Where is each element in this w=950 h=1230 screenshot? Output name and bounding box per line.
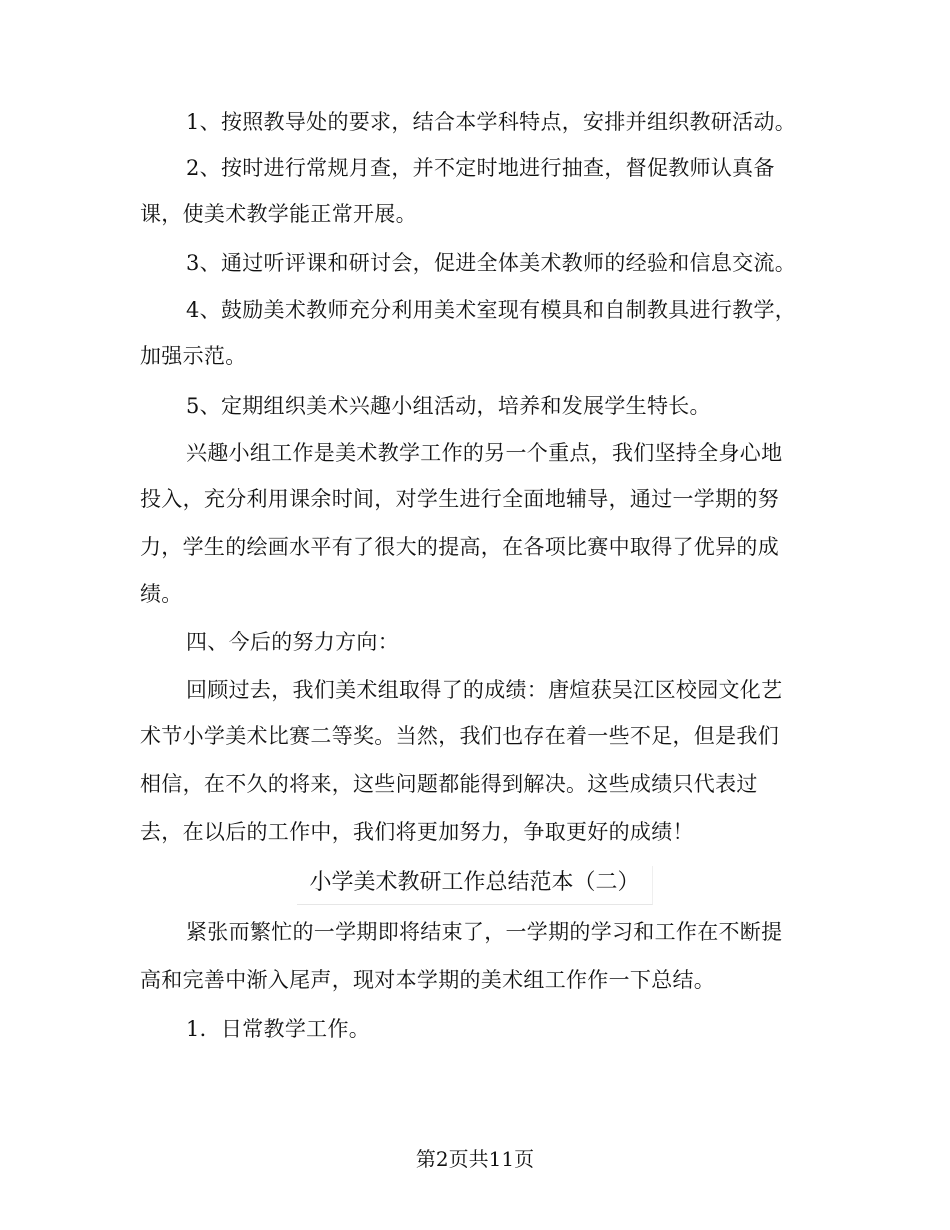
paragraph-line: 回顾过去，我们美术组取得了的成绩：唐煊获吴江区校园文化艺 bbox=[186, 678, 783, 702]
section-heading: 四、今后的努力方向： bbox=[186, 630, 399, 654]
paragraph-line: 相信，在不久的将来，这些问题都能得到解决。这些成绩只代表过 bbox=[140, 772, 758, 796]
document-title bbox=[0, 866, 950, 905]
paragraph-line: 4、鼓励美术教师充分利用美术室现有模具和自制教具进行教学， bbox=[186, 298, 797, 322]
paragraph-line: 紧张而繁忙的一学期即将结束了，一学期的学习和工作在不断提 bbox=[186, 920, 783, 944]
document-title-text: 小学美术教研工作总结范本（二） bbox=[297, 866, 652, 905]
paragraph-line: 3、通过听评课和研讨会，促进全体美术教师的经验和信息交流。 bbox=[186, 251, 797, 275]
paragraph-line: 投入，充分利用课余时间，对学生进行全面地辅导，通过一学期的努 bbox=[140, 487, 779, 511]
page-number: 第2页共11页 bbox=[415, 1147, 535, 1171]
paragraph-line: 5、定期组织美术兴趣小组活动，培养和发展学生特长。 bbox=[186, 394, 711, 418]
paragraph-line: 绩。 bbox=[140, 582, 183, 606]
paragraph-line: 术节小学美术比赛二等奖。当然，我们也存在着一些不足，但是我们 bbox=[140, 724, 779, 748]
paragraph-line: 加强示范。 bbox=[140, 344, 247, 368]
paragraph-line: 去，在以后的工作中，我们将更加努力，争取更好的成绩！ bbox=[140, 820, 694, 844]
paragraph-line: 1．日常教学工作。 bbox=[186, 1017, 371, 1041]
paragraph-line: 课，使美术教学能正常开展。 bbox=[140, 202, 417, 226]
paragraph-line: 1、按照教导处的要求，结合本学科特点，安排并组织教研活动。 bbox=[186, 110, 797, 134]
paragraph-line: 力，学生的绘画水平有了很大的提高，在各项比赛中取得了优异的成 bbox=[140, 535, 779, 559]
paragraph-line: 高和完善中渐入尾声，现对本学期的美术组工作作一下总结。 bbox=[140, 968, 716, 992]
paragraph-line: 兴趣小组工作是美术教学工作的另一个重点，我们坚持全身心地 bbox=[186, 441, 783, 465]
paragraph-line: 2、按时进行常规月查，并不定时地进行抽查，督促教师认真备 bbox=[186, 156, 775, 180]
